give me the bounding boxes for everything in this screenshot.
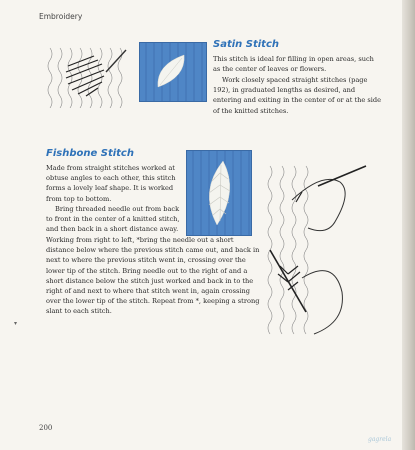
satin-stitch-heading: Satin Stitch [213,39,279,50]
fishbone-stitch-paragraph-3: Working from right to left, *bring the needle out a short distance below where the previous stitch came out, and back in next to where the previous stitch went in, crossing over the lower tip of the stitch. Bring needle out to the right of and a short distance below the stitch just worked and back in to the right of and next to where that stitch went in, again crossing over the lower tip of the stitch. Repeat from *, keeping a strong slant to each stitch. [46,236,260,316]
signature-watermark: gagrela [368,436,392,443]
running-head: Embroidery [39,12,83,21]
satin-stitch-paragraph-1: This stitch is ideal for filling in open areas, such as the center of leaves or flowers. [213,55,374,74]
book-spine-gutter [402,0,415,450]
satin-stitch-paragraph-2: Work closely spaced straight stitches (page 192), in graduated lengths as desired, and entering and exiting in the center of or at the side of the knitted stitches. [213,76,381,115]
fishbone-stitch-photo [186,150,252,236]
satin-stitch-diagram [46,44,132,108]
satin-stitch-photo [139,42,207,102]
fishbone-stitch-paragraph-2: Bring threaded needle out from back to front in the center of a knitted stitch, and then back in a short distance away. [46,205,180,234]
fishbone-stitch-diagram [262,162,374,348]
page-number: 200 [39,424,53,432]
margin-mark: ▾ [14,320,18,327]
fishbone-stitch-paragraph-1: Made from straight stitches worked at obtuse angles to each other, this stitch forms a lovely leaf shape. It is worked from top to bottom. [46,164,176,203]
fishbone-stitch-heading: Fishbone Stitch [46,148,134,159]
